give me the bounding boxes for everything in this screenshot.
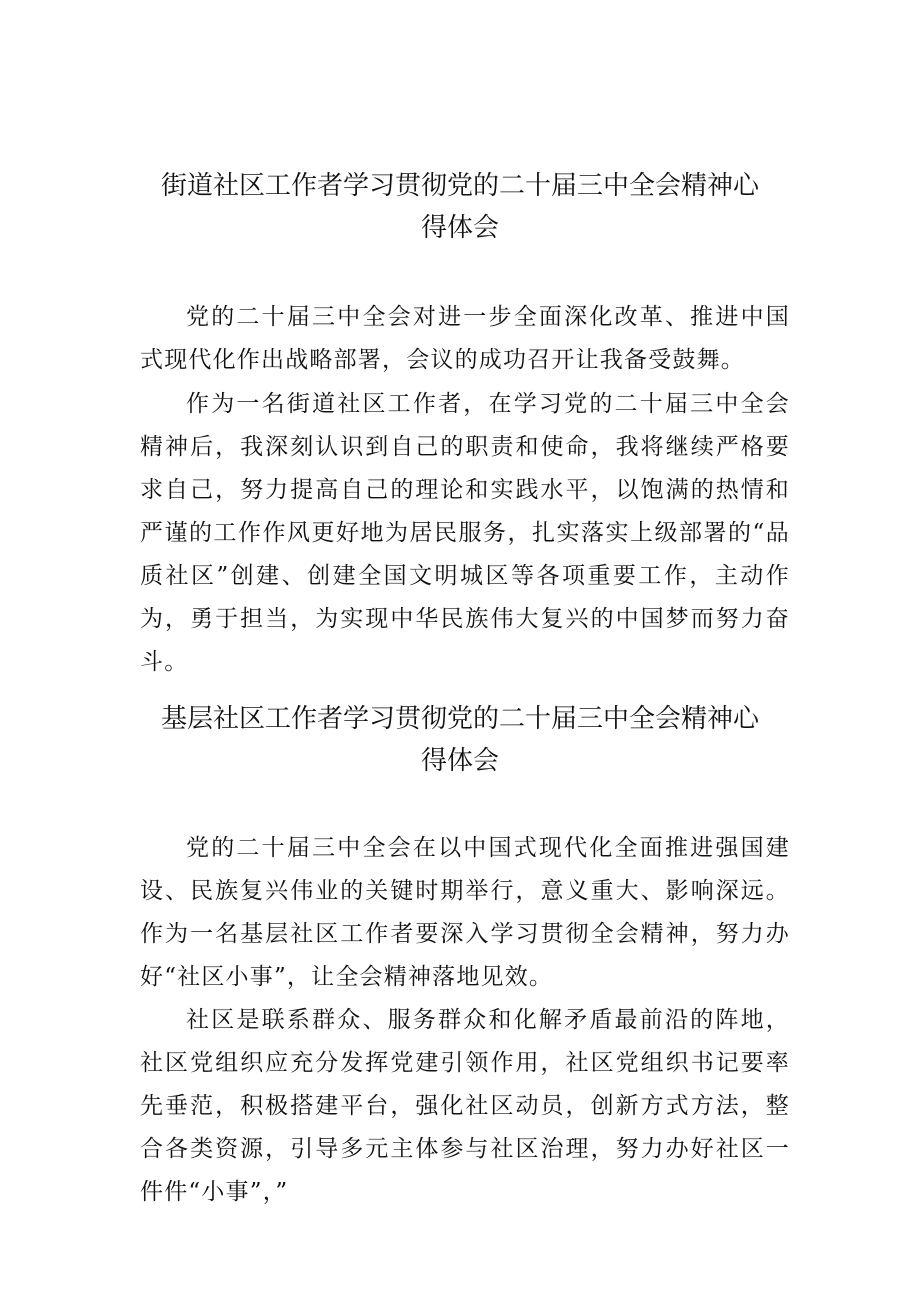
- section-title-1: [140, 165, 780, 249]
- section-1-paragraph-1: 党的二十届三中全会对进一步全面深化改革、推进中国式现代化作出战略部署，会议的成功召开让我备受鼓舞。: [140, 304, 790, 373]
- section-title-1-line2: 得体会: [420, 213, 499, 243]
- section-title-2-line1: 基层社区工作者学习贯彻党的二十届三中全会精神心: [160, 704, 759, 734]
- section-title-1-line1: 街道社区工作者学习贯彻党的二十届三中全会精神心: [160, 171, 759, 201]
- section-2-paragraph-1: 党的二十届三中全会在以中国式现代化全面推进强国建设、民族复兴伟业的关键时期举行，意义重大、影响深远。作为一名基层社区工作者要深入学习贯彻全会精神，努力办好“社区小事”，让全会精神落地见效。: [140, 835, 790, 990]
- section-1-paragraph-2: 作为一名街道社区工作者，在学习党的二十届三中全会精神后，我深刻认识到自己的职责和使命，我将继续严格要求自己，努力提高自己的理论和实践水平，以饱满的热情和严谨的工作作风更好地为居民服务，扎实落实上级部署的“品质社区”创建、创建全国文明城区等各项重要工作，主动作为，勇于担当，为实现中华民族伟大复兴的中国梦而努力奋斗。: [140, 391, 790, 675]
- section-title-2-line2: 得体会: [420, 746, 499, 776]
- section-title-2: [140, 698, 780, 782]
- section-2-paragraph-2: 社区是联系群众、服务群众和化解矛盾最前沿的阵地，社区党组织应充分发挥党建引领作用，社区党组织书记要率先垂范，积极搭建平台，强化社区动员，创新方式方法，整合各类资源，引导多元主体参与社区治理，努力办好社区一件件“小事”，”: [140, 1007, 790, 1205]
